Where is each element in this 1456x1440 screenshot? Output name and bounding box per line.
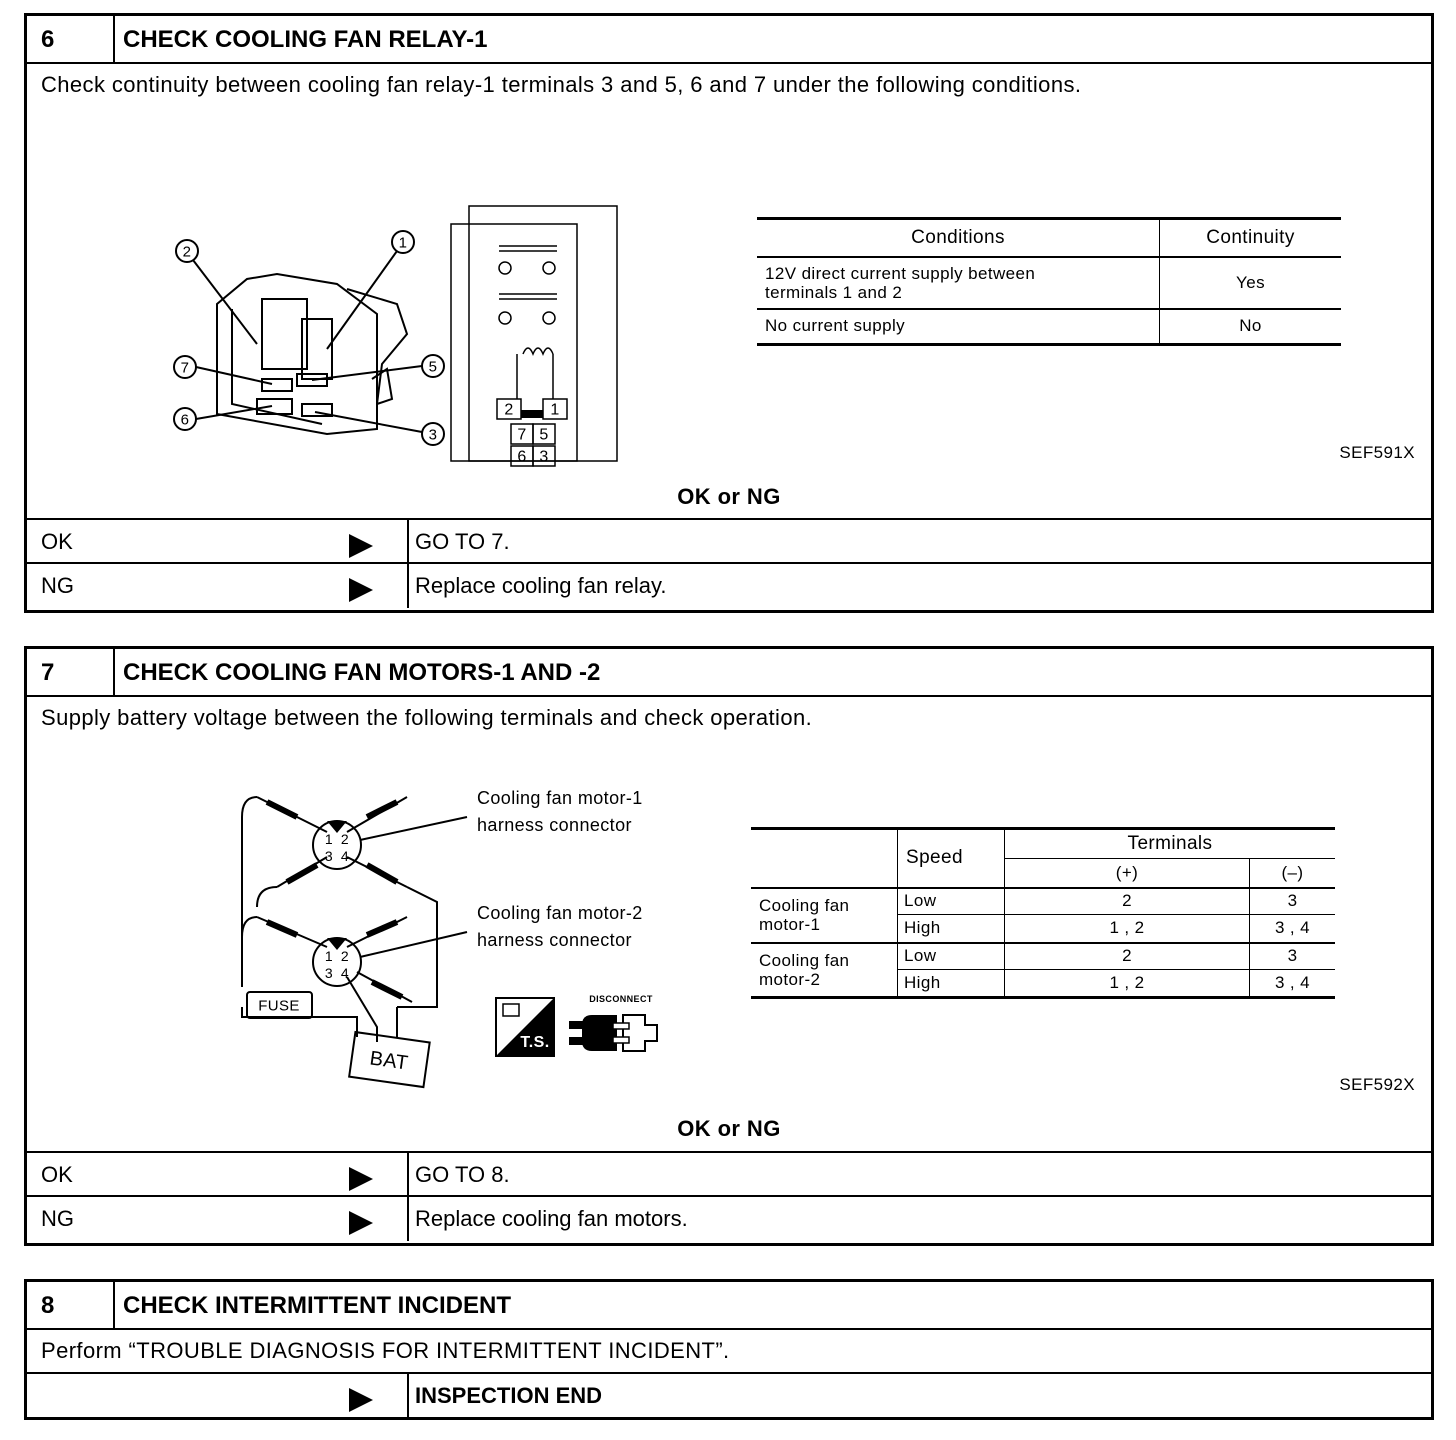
arrow-right-icon xyxy=(349,1388,373,1412)
relay-pin-5: 5 xyxy=(539,426,549,444)
ok-or-ng-prompt: OK or NG xyxy=(677,484,781,509)
result-row-ng xyxy=(27,1197,1431,1241)
continuity-table xyxy=(757,217,1341,346)
minus-header: (–) xyxy=(1281,862,1304,882)
step-instruction: Perform “TROUBLE DIAGNOSIS FOR INTERMITTENT INCIDENT”. xyxy=(41,1338,730,1363)
plus-header: (+) xyxy=(1005,859,1250,888)
result-row-end xyxy=(27,1374,1431,1418)
motor-1-label: Cooling fan motor-1 xyxy=(751,888,898,943)
speed-value: Low xyxy=(898,888,1005,915)
connector1-label-line1: Cooling fan motor-1 xyxy=(477,788,643,808)
speed-value: High xyxy=(898,970,1005,998)
connector2-label-line2: harness connector xyxy=(477,930,632,950)
minus-value: 3 , 4 xyxy=(1274,918,1311,938)
callout-7: 7 xyxy=(180,359,190,377)
condition-cell xyxy=(757,257,1160,309)
result-action: INSPECTION END xyxy=(415,1383,603,1408)
step-6-header xyxy=(27,16,1431,64)
relay-pin-6: 6 xyxy=(517,448,527,466)
relay-pin-3: 3 xyxy=(539,448,549,466)
arrow-right-icon xyxy=(349,1167,373,1191)
step-number: 6 xyxy=(27,16,115,62)
callout-1: 1 xyxy=(398,234,408,252)
result-label: OK xyxy=(41,529,73,554)
motor-terminals-table xyxy=(751,827,1335,999)
condition-cell: No current supply xyxy=(757,309,1160,345)
connector1-pin-2: 2 xyxy=(340,831,350,847)
relay-schematic-figure xyxy=(447,204,647,479)
relay-connector-figure xyxy=(137,204,457,464)
callout-6: 6 xyxy=(180,411,190,429)
speed-value: High xyxy=(898,915,1005,943)
connector2-pin-1: 1 xyxy=(324,948,334,964)
continuity-value: Yes xyxy=(1236,272,1265,292)
speed-value: Low xyxy=(898,943,1005,970)
connector2-pin-3: 3 xyxy=(324,965,334,981)
relay-pin-7: 7 xyxy=(517,426,527,444)
conditions-header: Conditions xyxy=(757,219,1160,257)
callout-3: 3 xyxy=(428,426,438,444)
result-action: Replace cooling fan relay. xyxy=(415,573,667,598)
callout-5: 5 xyxy=(428,358,438,376)
step-title: CHECK INTERMITTENT INCIDENT xyxy=(123,1292,511,1319)
connector2-pin-2: 2 xyxy=(340,948,350,964)
step-title: CHECK COOLING FAN MOTORS-1 AND -2 xyxy=(123,659,601,686)
svg-text:T.S.: T.S. xyxy=(520,1034,550,1051)
plus-value: 1 , 2 xyxy=(1005,915,1250,943)
connector2-label-line1: Cooling fan motor-2 xyxy=(477,903,643,923)
callout-2: 2 xyxy=(182,243,192,261)
step-8-body xyxy=(27,1330,1431,1374)
test-symbol-icon xyxy=(496,998,554,1056)
step-number: 7 xyxy=(27,649,115,695)
relay-pin-2: 2 xyxy=(504,401,514,419)
connector1-pin-3: 3 xyxy=(324,848,334,864)
step-6-body xyxy=(27,64,1431,520)
condition-line: 12V direct current supply between xyxy=(765,263,1036,283)
step-instruction: Check continuity between cooling fan relay-1 terminals 3 and 5, 6 and 7 under the following conditions. xyxy=(41,72,1082,97)
plus-value: 1 , 2 xyxy=(1005,970,1250,998)
plus-value: 2 xyxy=(1005,943,1250,970)
step-8-header xyxy=(27,1282,1431,1330)
connector1-pin-1: 1 xyxy=(324,831,334,847)
result-row-ok xyxy=(27,520,1431,564)
speed-header: Speed xyxy=(898,829,1005,888)
step-7-block xyxy=(24,646,1434,1246)
relay-pin-1: 1 xyxy=(550,401,560,419)
step-8-block xyxy=(24,1279,1434,1420)
step-number: 8 xyxy=(27,1282,115,1328)
arrow-right-icon xyxy=(349,578,373,602)
figure-id: SEF591X xyxy=(1339,443,1415,462)
connector1-pin-4: 4 xyxy=(340,848,350,864)
step-instruction: Supply battery voltage between the following terminals and check operation. xyxy=(41,705,813,730)
minus-value: 3 , 4 xyxy=(1274,973,1311,992)
result-action: GO TO 8. xyxy=(415,1162,510,1187)
continuity-header: Continuity xyxy=(1206,226,1295,248)
terminals-header: Terminals xyxy=(1005,829,1336,859)
result-action: Replace cooling fan motors. xyxy=(415,1206,688,1231)
fan-motor-wiring-figure xyxy=(217,757,677,1097)
step-7-header xyxy=(27,649,1431,697)
connector2-pin-4: 4 xyxy=(340,965,350,981)
result-label: NG xyxy=(41,1206,74,1231)
condition-line: terminals 1 and 2 xyxy=(765,282,903,302)
minus-value: 3 xyxy=(1287,891,1298,911)
step-6-block xyxy=(24,13,1434,613)
fuse-label: FUSE xyxy=(258,997,300,1015)
arrow-right-icon xyxy=(349,534,373,558)
result-row-ok xyxy=(27,1153,1431,1197)
minus-value: 3 xyxy=(1287,946,1298,966)
result-label: OK xyxy=(41,1162,73,1187)
plus-value: 2 xyxy=(1005,888,1250,915)
figure-id: SEF592X xyxy=(1339,1075,1415,1094)
result-action: GO TO 7. xyxy=(415,529,510,554)
result-label: NG xyxy=(41,573,74,598)
result-row-ng xyxy=(27,564,1431,608)
step-title: CHECK COOLING FAN RELAY-1 xyxy=(123,26,488,53)
ok-or-ng-prompt: OK or NG xyxy=(677,1116,781,1141)
arrow-right-icon xyxy=(349,1211,373,1235)
motor-2-label: Cooling fan motor-2 xyxy=(751,943,898,998)
continuity-value: No xyxy=(1239,316,1262,336)
battery-label: BAT xyxy=(368,1047,410,1075)
step-7-body xyxy=(27,697,1431,1153)
connector1-label-line2: harness connector xyxy=(477,815,632,835)
disconnect-icon xyxy=(569,994,657,1051)
svg-text:DISCONNECT: DISCONNECT xyxy=(589,994,653,1004)
